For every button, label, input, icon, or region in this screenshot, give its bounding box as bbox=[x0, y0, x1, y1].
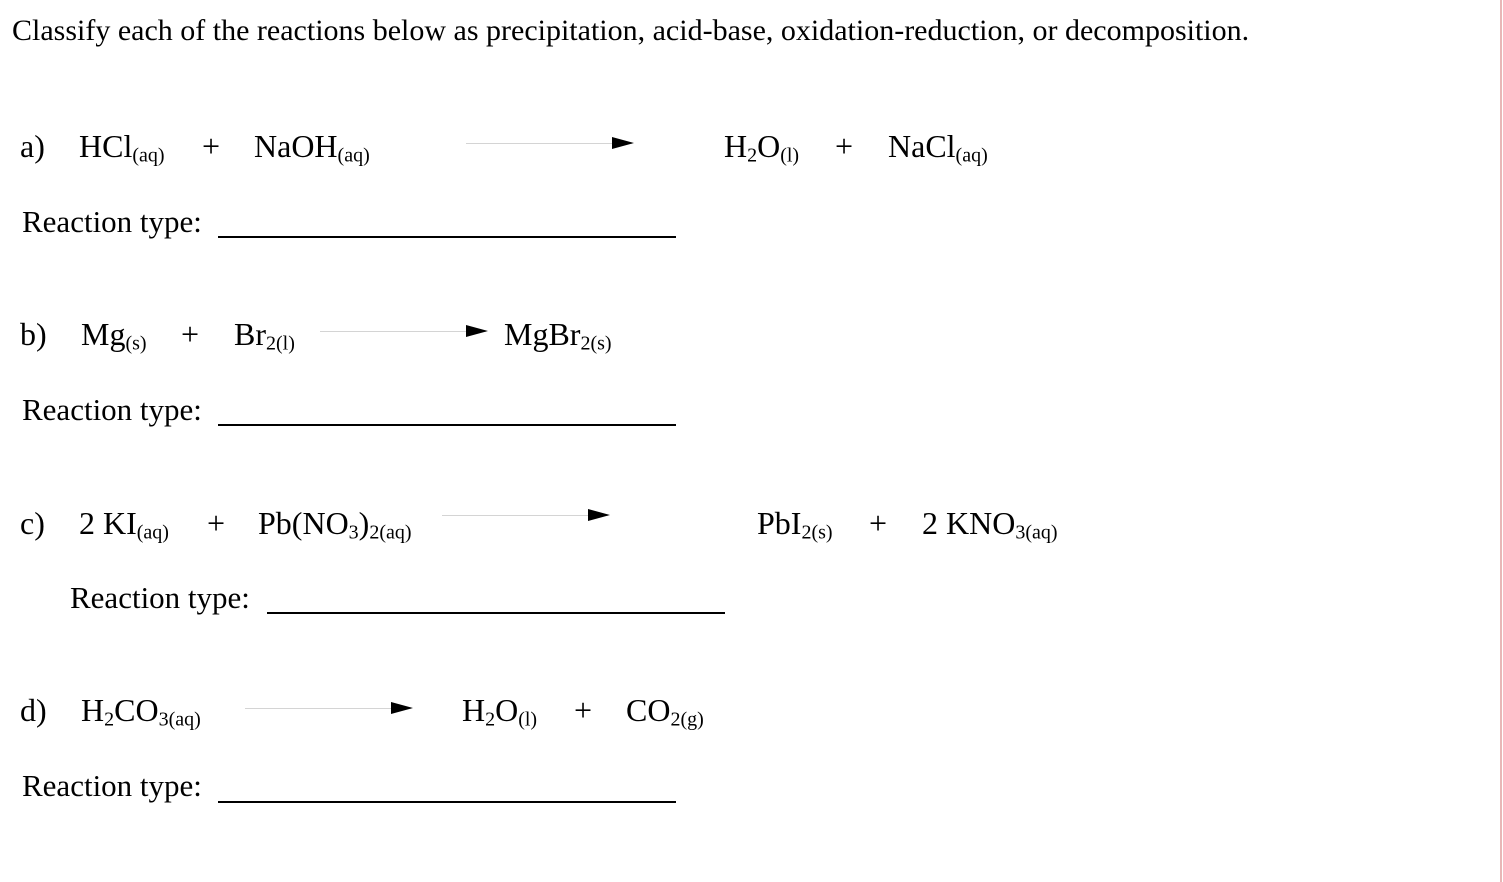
reaction-a-reactant-1: HCl(aq) bbox=[79, 128, 165, 167]
reaction-a-reactant-2: NaOH(aq) bbox=[254, 128, 370, 167]
reaction-c-product-1: PbI2(s) bbox=[757, 505, 833, 544]
reaction-c-reactant-2: $Pb(NO_3)2(aq)$ bbox=[258, 505, 412, 544]
reaction-c-label: c) bbox=[20, 505, 45, 541]
reaction-c-product-2: 2 KNO3(aq) bbox=[922, 505, 1058, 544]
reaction-d-product-1: $H_2O(l)$ bbox=[462, 692, 538, 731]
reaction-type-label-a: Reaction type: bbox=[22, 204, 202, 239]
arrow-head-icon bbox=[612, 137, 634, 149]
reaction-type-blank-b[interactable] bbox=[218, 424, 676, 426]
arrow-head-icon bbox=[588, 509, 610, 521]
reaction-a-label: a) bbox=[20, 128, 45, 164]
page-edge-line bbox=[1500, 0, 1502, 882]
reaction-a-product-2: NaCl(aq) bbox=[888, 128, 988, 167]
plus-sign: + bbox=[202, 128, 221, 164]
reaction-b-reactant-1: Mg(s) bbox=[81, 316, 147, 355]
reaction-type-blank-c[interactable] bbox=[267, 612, 725, 614]
reaction-d-label: d) bbox=[20, 692, 47, 728]
plus-sign: + bbox=[181, 316, 200, 352]
reaction-b-label: b) bbox=[20, 316, 47, 352]
arrow-head-icon bbox=[466, 325, 488, 337]
reaction-type-blank-d[interactable] bbox=[218, 801, 676, 803]
reaction-d-product-2: CO2(g) bbox=[626, 692, 704, 731]
plus-sign: + bbox=[207, 505, 226, 541]
reaction-arrow-a bbox=[466, 143, 632, 144]
reaction-b-product-1: MgBr2(s) bbox=[504, 316, 612, 355]
reaction-arrow-d bbox=[245, 708, 411, 709]
reaction-d-reactant-1: $H_2CO3(aq)$ bbox=[81, 692, 201, 731]
reaction-type-label-d: Reaction type: bbox=[22, 768, 202, 803]
instructions: Classify each of the reactions below as precipitation, acid-base, oxidation-reduction, or decomposition. bbox=[12, 14, 1250, 47]
reaction-c-reactant-1: 2 KI(aq) bbox=[79, 505, 169, 544]
plus-sign: + bbox=[835, 128, 854, 164]
reaction-arrow-c bbox=[442, 515, 608, 516]
plus-sign: + bbox=[869, 505, 888, 541]
reaction-type-blank-a[interactable] bbox=[218, 236, 676, 238]
plus-sign: + bbox=[574, 692, 593, 728]
reaction-type-label-b: Reaction type: bbox=[22, 392, 202, 427]
reaction-arrow-b bbox=[320, 331, 486, 332]
reaction-a-product-1: $H_2O(l)$ bbox=[724, 128, 800, 167]
arrow-head-icon bbox=[391, 702, 413, 714]
reaction-b-reactant-2: Br2(l) bbox=[234, 316, 295, 355]
reaction-type-label-c: Reaction type: bbox=[70, 580, 250, 615]
